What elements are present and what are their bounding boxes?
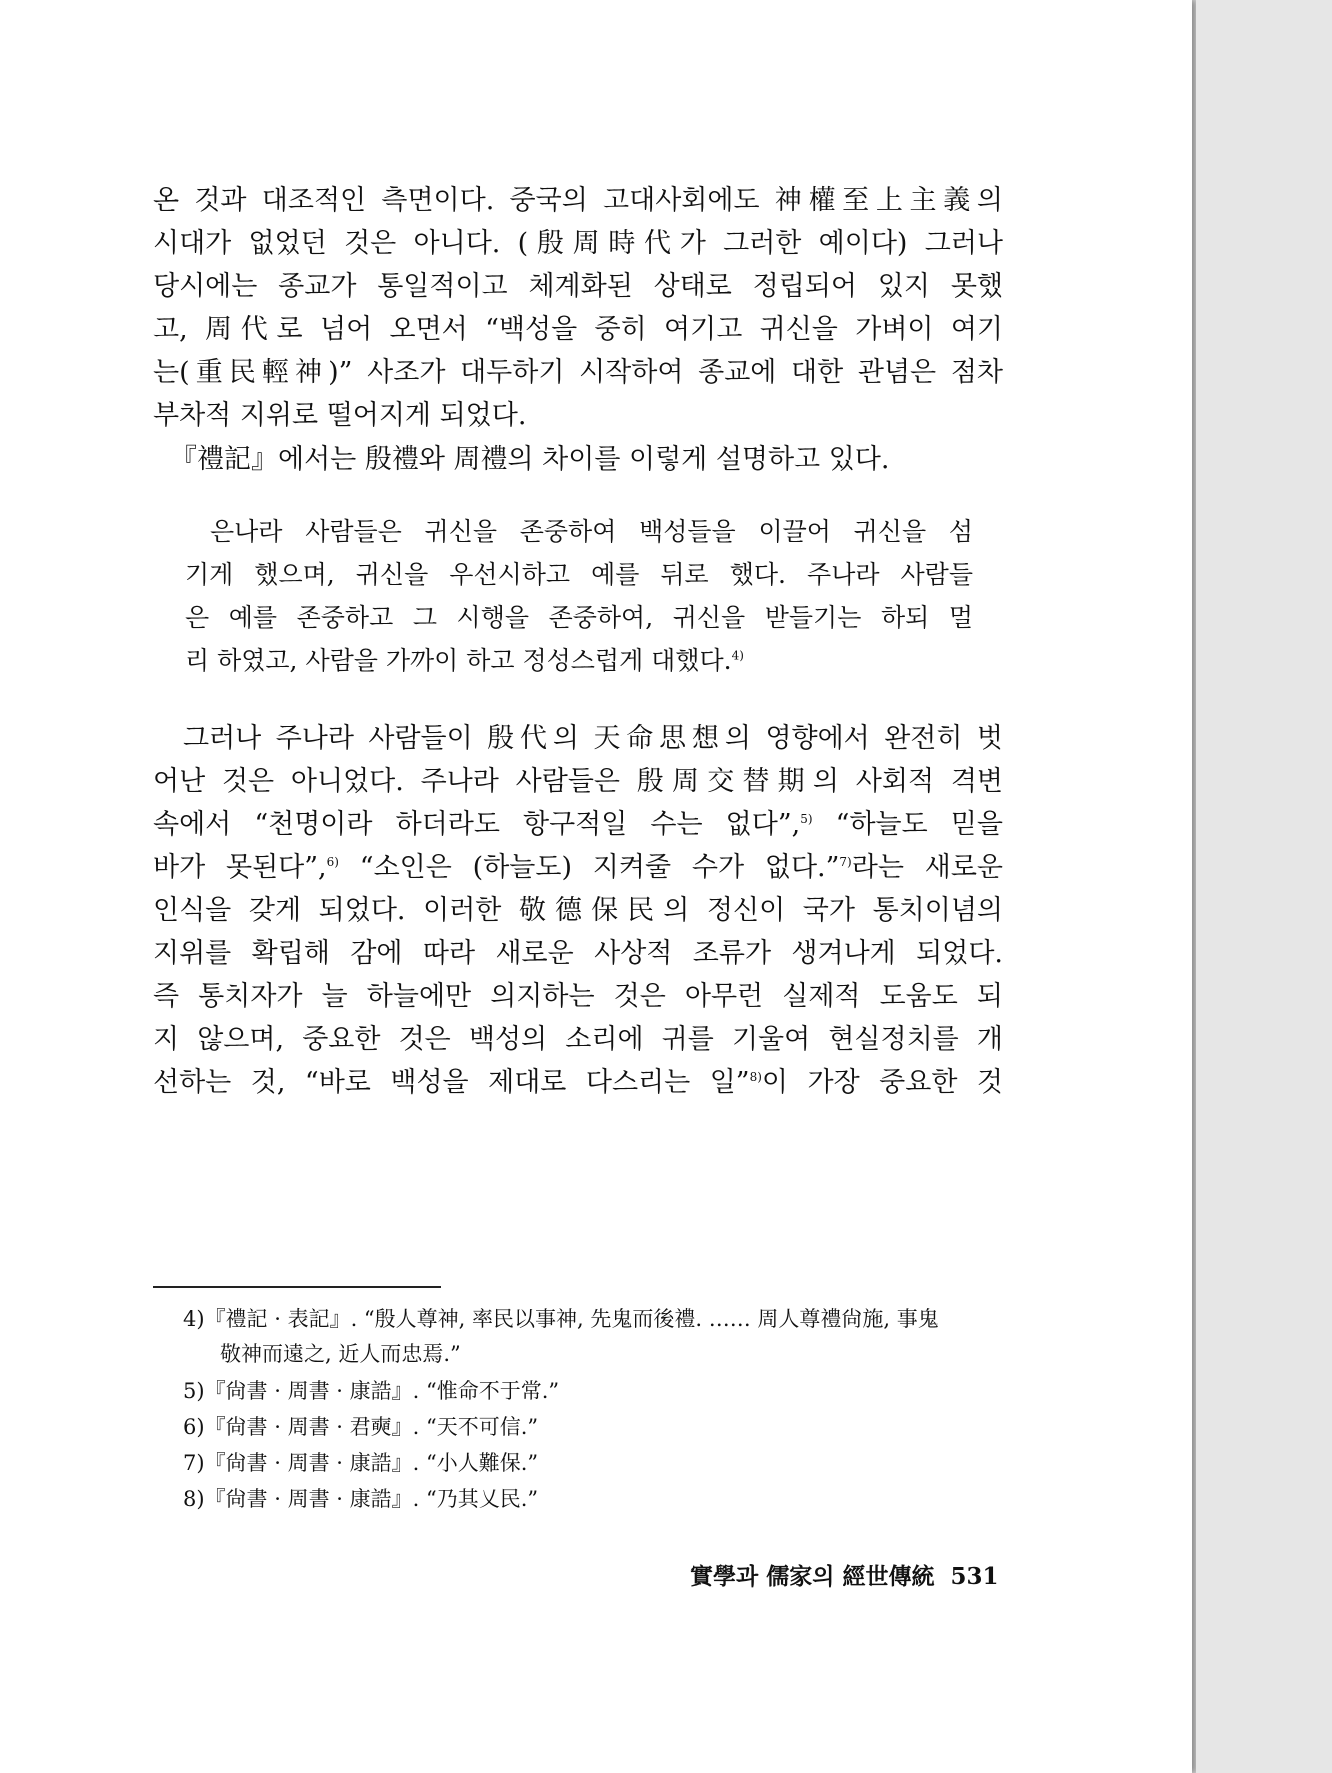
page-edge-background	[1196, 0, 1332, 1773]
intro-line: 『禮記』에서는 殷禮와 周禮의 차이를 이렇게 설명하고 있다.	[170, 444, 890, 475]
footer-title: 實學과 儒家의 經世傳統	[690, 1563, 935, 1590]
body-line-p2-2: 어난 것은 아니었다. 주나라 사람들은 殷周交替期의 사회적 격변	[153, 766, 1003, 797]
body-line-p2-7: 즉 통치자가 늘 하늘에만 의지하는 것은 아무런 실제적 도움도 되	[153, 981, 1003, 1012]
body-line-p1-6: 부차적 지위로 떨어지게 되었다.	[153, 400, 527, 431]
footnote-4: 4)『禮記 · 表記』. “殷人尊神, 率民以事神, 先鬼而後禮. …… 周人尊禮尙施, 事鬼	[183, 1307, 939, 1331]
footnote-ref-5: 5)	[800, 812, 813, 826]
body-line-p2-3-text: 속에서 “천명이라 하더라도 항구적일 수는 없다”,	[153, 809, 801, 840]
body-line-p1-3: 당시에는 종교가 통일적이고 체계화된 상태로 정립되어 있지 못했	[153, 271, 1003, 302]
footnote-divider	[153, 1286, 441, 1288]
footnote-ref-6: 6)	[326, 855, 339, 869]
body-line-p2-3	[153, 802, 1003, 841]
footnote-ref-8: 8)	[749, 1070, 762, 1084]
body-line-p2-4-mid: “소인은 (하늘도) 지켜줄 수가 없다.”	[338, 852, 840, 883]
body-line-p2-9-text: 선하는 것, “바로 백성을 제대로 다스리는 일”	[153, 1067, 750, 1098]
footnote-5: 5)『尙書 · 周書 · 康誥』. “惟命不于常.”	[183, 1379, 560, 1403]
footnote-ref-7: 7)	[839, 855, 852, 869]
body-line-p2-4-text: 바가 못된다”,	[153, 852, 327, 883]
body-line-p2-4-tail: 라는 새로운	[851, 852, 1003, 883]
quote-line-3: 은 예를 존중하고 그 시행을 존중하여, 귀신을 받들기는 하되 멀	[185, 603, 973, 632]
body-line-p2-8: 지 않으며, 중요한 것은 백성의 소리에 귀를 기울여 현실정치를 개	[153, 1024, 1003, 1055]
quote-line-4-text: 리 하였고, 사람을 가까이 하고 정성스럽게 대했다.	[185, 646, 732, 675]
body-line-p2-6: 지위를 확립해 감에 따라 새로운 사상적 조류가 생겨나게 되었다.	[153, 938, 1003, 969]
body-line-p1-1: 온 것과 대조적인 측면이다. 중국의 고대사회에도 神權至上主義의	[153, 185, 1003, 216]
running-footer	[690, 1558, 998, 1591]
quote-line-2: 기게 했으며, 귀신을 우선시하고 예를 뒤로 했다. 주나라 사람들	[185, 560, 973, 589]
body-line-p2-1: 그러나 주나라 사람들이 殷代의 天命思想의 영향에서 완전히 벗	[183, 723, 1003, 754]
body-line-p2-5: 인식을 갖게 되었다. 이러한 敬德保民의 정신이 국가 통치이념의	[153, 895, 1003, 926]
footnote-ref-4: 4)	[731, 648, 744, 663]
footnote-8: 8)『尙書 · 周書 · 康誥』. “乃其乂民.”	[183, 1487, 539, 1511]
body-line-p1-5: 는(重民輕神)” 사조가 대두하기 시작하여 종교에 대한 관념은 점차	[153, 357, 1003, 388]
footnote-7: 7)『尙書 · 周書 · 康誥』. “小人難保.”	[183, 1451, 539, 1475]
body-line-p2-3-tail: “하늘도 믿을	[812, 809, 1003, 840]
body-line-p2-4	[153, 845, 1003, 884]
footnote-4-cont: 敬神而遠之, 近人而忠焉.”	[220, 1342, 461, 1366]
body-line-p1-4: 고, 周代로 넘어 오면서 “백성을 중히 여기고 귀신을 가벼이 여기	[153, 314, 1003, 345]
page-number: 531	[950, 1563, 999, 1590]
quote-line-1: 은나라 사람들은 귀신을 존중하여 백성들을 이끌어 귀신을 섬	[210, 517, 973, 546]
footnote-6: 6)『尙書 · 周書 · 君奭』. “天不可信.”	[183, 1415, 539, 1439]
body-line-p2-9-tail: 이 가장 중요한 것	[761, 1067, 1003, 1098]
body-line-p1-2: 시대가 없었던 것은 아니다. (殷周時代가 그러한 예이다) 그러나	[153, 228, 1003, 259]
quote-line-4	[185, 641, 973, 677]
body-line-p2-9	[153, 1060, 1003, 1099]
